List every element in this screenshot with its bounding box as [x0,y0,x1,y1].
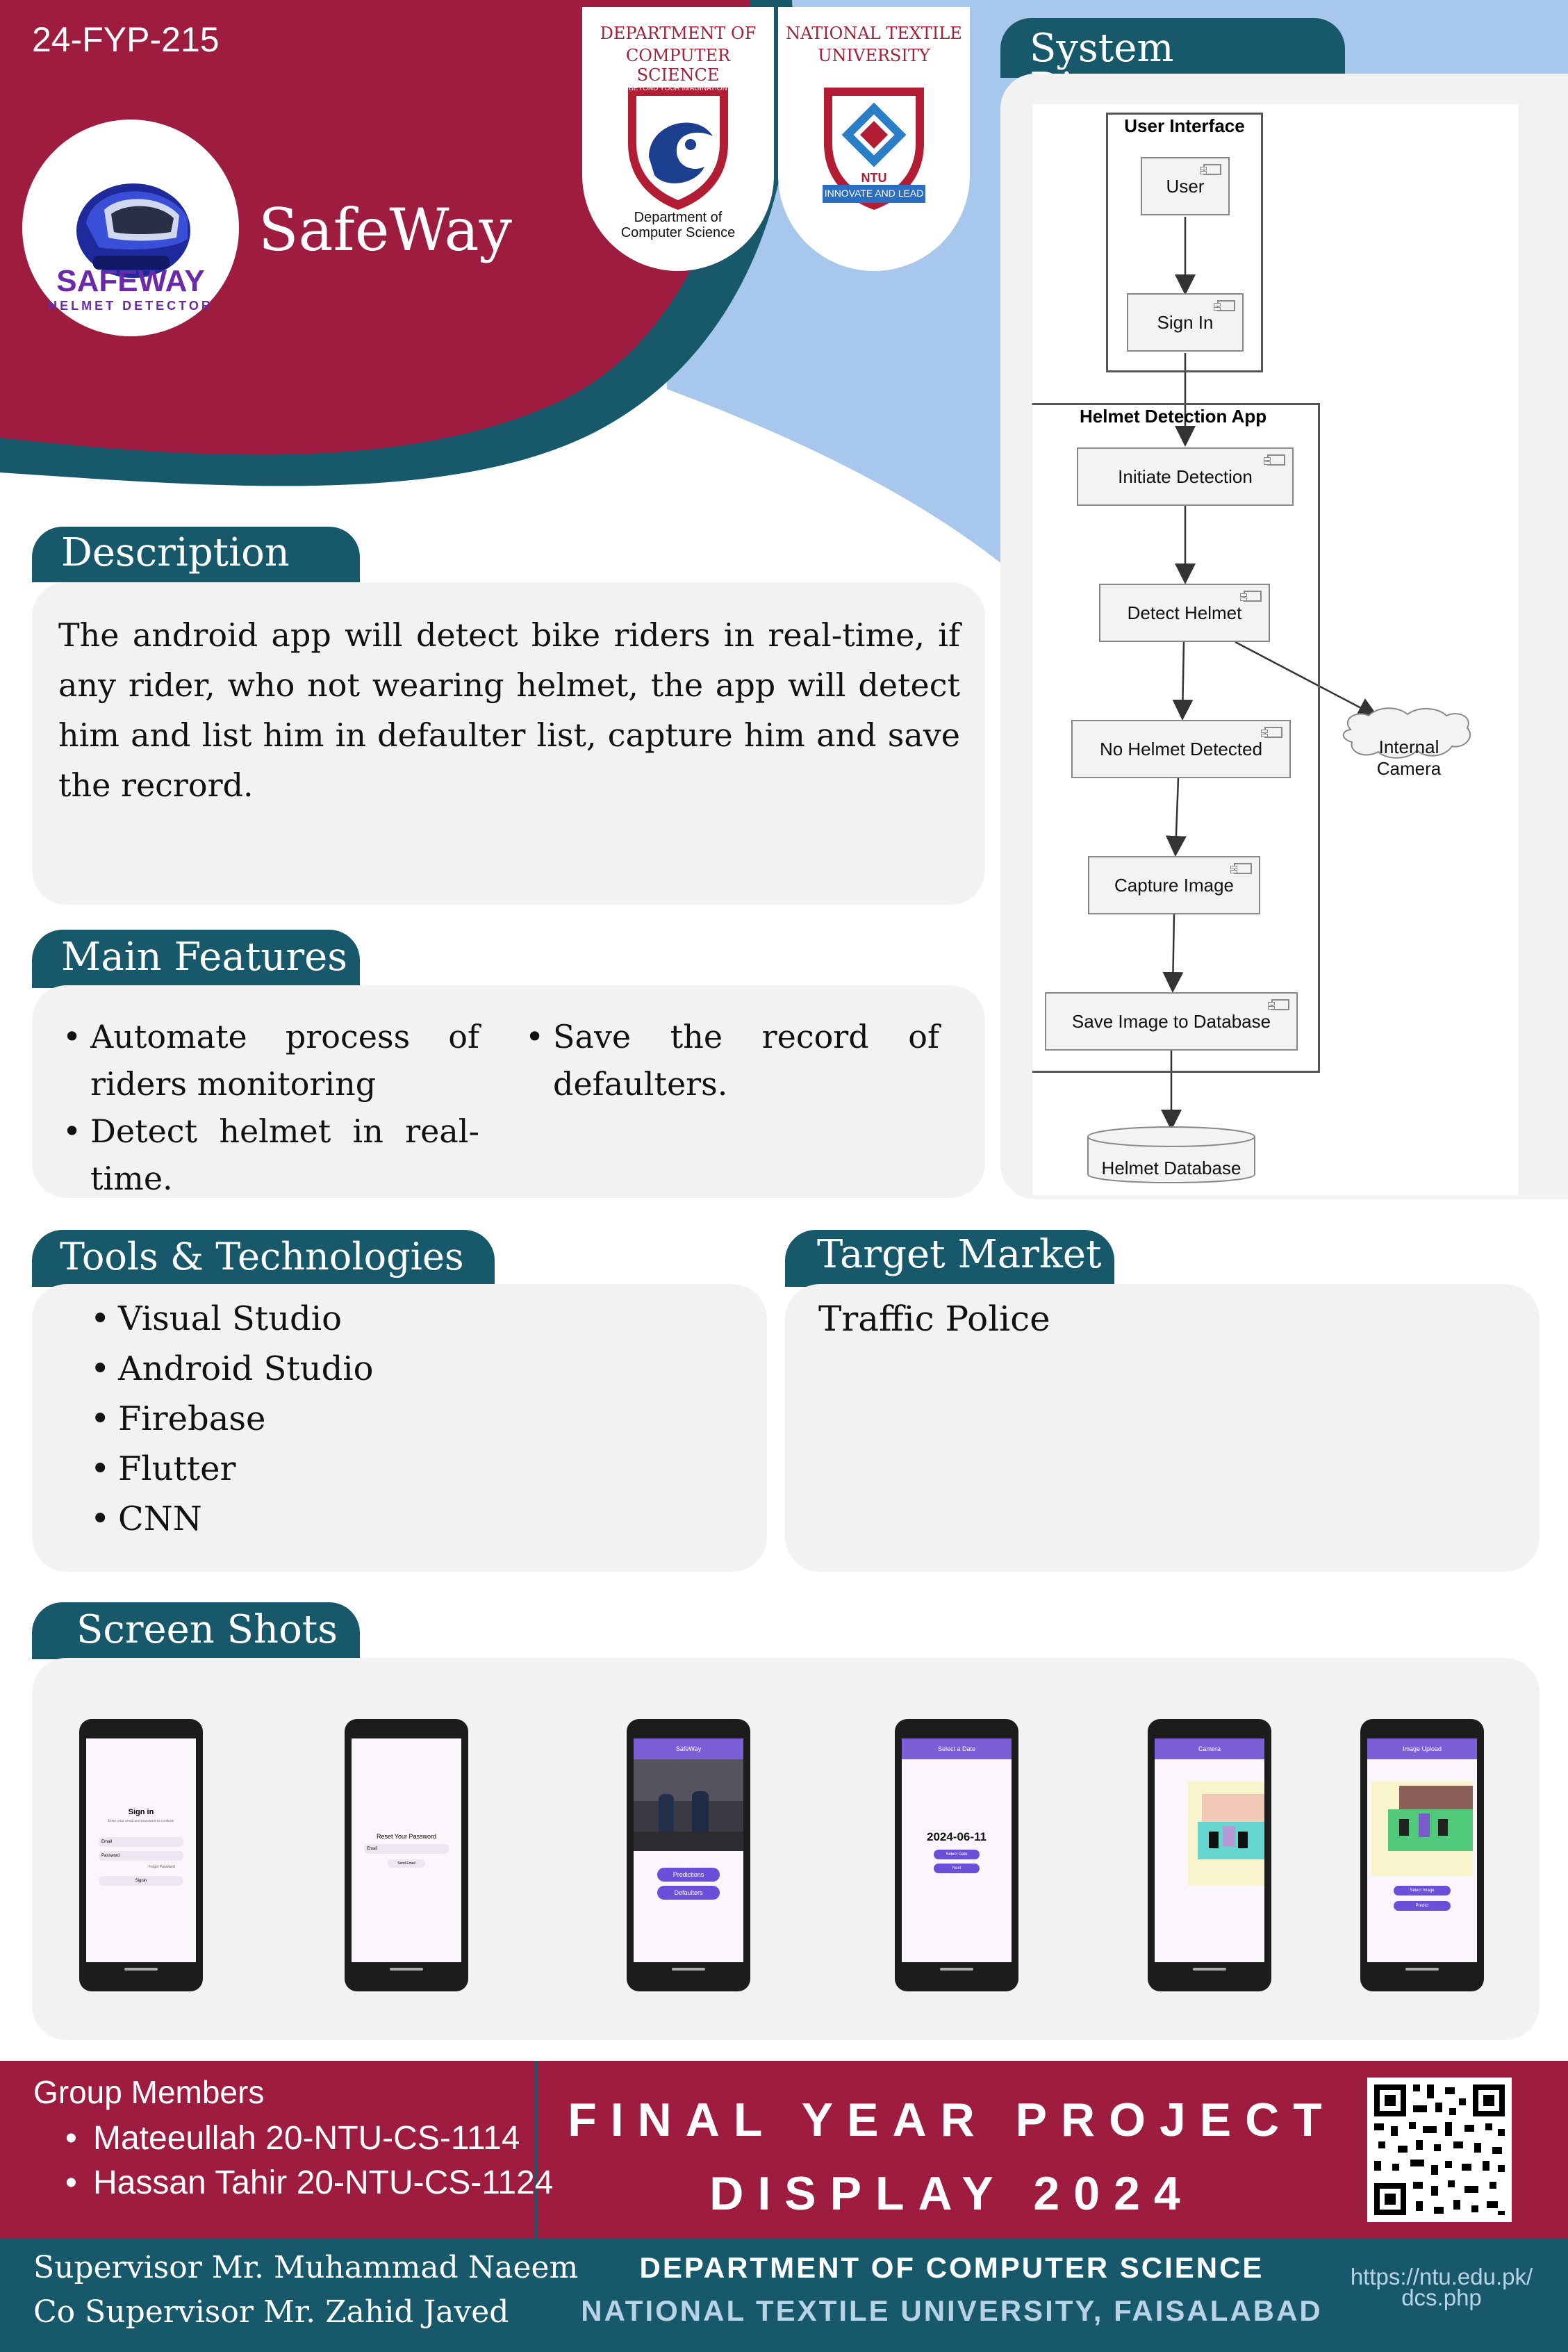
screenshot-camera [1148,1719,1271,1991]
footer-url-line-1[interactable]: https://ntu.edu.pk/ [1350,2264,1533,2289]
tool-item: • Firebase [90,1394,374,1444]
node-save-image: Save Image to Database [1045,992,1298,1051]
signin-title: Sign in [128,1808,154,1816]
tools-list [90,1294,374,1544]
home-appbar: SafeWay [634,1738,743,1759]
footer-department: DEPARTMENT OF COMPUTER SCIENCE [639,2251,1264,2284]
members-heading: Group Members [33,2074,265,2110]
reset-send-button: Send Email [388,1859,425,1868]
dcs-caption-2: Computer Science [620,225,736,240]
qr-code-pattern [1367,2078,1512,2222]
footer-url[interactable] [1327,2264,1556,2310]
component-icon [1267,454,1285,466]
signin-password-field: Password [99,1851,183,1861]
node-capture-image: Capture Image [1088,856,1260,914]
ntu-title-1: NATIONAL TEXTILE [786,24,962,43]
dcs-title-2: COMPUTER SCIENCE [625,46,731,85]
component-icon [1244,591,1262,602]
feature-item: • Detect helmet in real-time. [63,1108,479,1202]
predict-button: Predict [1394,1901,1451,1911]
signin-hint: Enter your email and password to continue [108,1819,174,1823]
footer-url-line-2[interactable]: dcs.php [1401,2285,1482,2310]
next-button: Next [934,1864,980,1873]
screenshot-select-date [895,1719,1018,1991]
select-image-button: Select Image [1394,1886,1451,1895]
dcs-title-1: DEPARTMENT OF [600,24,757,43]
supervisor: Supervisor Mr. Muhammad Naeem [33,2250,579,2285]
ntu-title-2: UNIVERSITY [818,46,930,65]
dcs-motto: BEYOND YOUR IMAGINATION [629,85,727,92]
ui-package-label: User Interface [1124,115,1245,136]
date-appbar: Select a Date [902,1738,1012,1759]
defaulters-button: Defaulters [657,1886,720,1900]
select-date-button: Select Date [934,1850,980,1859]
screenshot-home [627,1719,750,1991]
qr-code [1367,2078,1512,2222]
node-helmet-database: Helmet Database [1101,1158,1241,1178]
screenshots-panel [32,1658,1540,2040]
features-heading: Main Features [32,930,360,988]
component-icon [1271,999,1289,1010]
description-heading: Description [32,527,360,582]
footer-divider [535,2061,538,2352]
predictions-button: Predictions [657,1868,720,1882]
screenshot-image-upload [1360,1719,1484,1991]
feature-item: • Automate process of riders monitoring [63,1013,479,1108]
system-diagram-heading: System [1000,18,1345,78]
node-initiate-detection: Initiate Detection [1077,447,1294,506]
signin-forgot-link: Forgot Password [149,1865,175,1869]
upload-appbar: Image Upload [1367,1738,1477,1759]
component-icon [1217,300,1235,311]
screenshots-heading: Screen Shots [32,1602,360,1659]
component-icon [1264,727,1282,738]
banner-line-1: FINAL YEAR PROJECT [568,2094,1336,2146]
selected-date: 2024-06-11 [926,1830,987,1843]
project-code: 24-FYP-215 [32,20,220,59]
tool-item: • CNN [90,1494,374,1544]
home-street-photo [634,1759,743,1851]
uploaded-image [1371,1782,1473,1876]
reset-title: Reset Your Password [376,1833,437,1840]
node-internal-camera: Internal Camera [1376,737,1442,779]
co-supervisor: Co Supervisor Mr. Zahid Javed [33,2294,509,2330]
tool-item: • Visual Studio [90,1294,374,1344]
app-title: SafeWay [258,196,512,264]
component-icon [1203,164,1221,175]
logo-tagline: HELMET DETECTOR [48,299,213,313]
node-sign-in: Sign In [1127,293,1244,352]
signin-button: Signin [99,1876,183,1886]
member-item: • Hassan Tahir 20-NTU-CS-1124 [65,2161,553,2205]
target-market-text: Traffic Police [818,1299,1050,1339]
screenshot-reset-password [345,1719,468,1991]
logo-wordmark: SAFEWAY [56,264,205,298]
description-text: The android app will detect bike riders in real-time, if any rider, who not wearing helmet, the app will detect him and list him in defaulter list, capture him and save the recrord. [58,616,960,804]
target-market-heading: Target Market [785,1230,1114,1287]
camera-appbar: Camera [1155,1738,1264,1759]
tool-item: • Flutter [90,1444,374,1494]
node-detect-helmet: Detect Helmet [1099,584,1270,642]
screenshot-sign-in [79,1719,203,1991]
dcs-caption-1: Department of [634,210,723,225]
member-item: • Mateeullah 20-NTU-CS-1114 [65,2116,553,2161]
members-list [65,2116,553,2205]
tools-heading: Tools & Technologies [32,1230,495,1287]
ntu-center: NTU [861,171,887,185]
ntu-ribbon: INNOVATE AND LEAD [824,188,924,199]
component-icon [1234,863,1252,874]
footer-university: NATIONAL TEXTILE UNIVERSITY, FAISALABAD [581,2294,1323,2327]
tools-panel [32,1284,767,1572]
node-user: User [1141,157,1230,215]
node-no-helmet: No Helmet Detected [1071,720,1291,778]
target-market-panel [785,1284,1540,1572]
tool-item: • Android Studio [90,1344,374,1394]
camera-preview [1188,1782,1264,1886]
reset-email-field: Email [364,1844,449,1854]
feature-item: • Save the record of defaulters. [525,1013,939,1108]
app-package-label: Helmet Detection App [1080,406,1267,427]
signin-email-field: Email [99,1837,183,1847]
banner-line-2: DISPLAY 2024 [709,2167,1194,2220]
